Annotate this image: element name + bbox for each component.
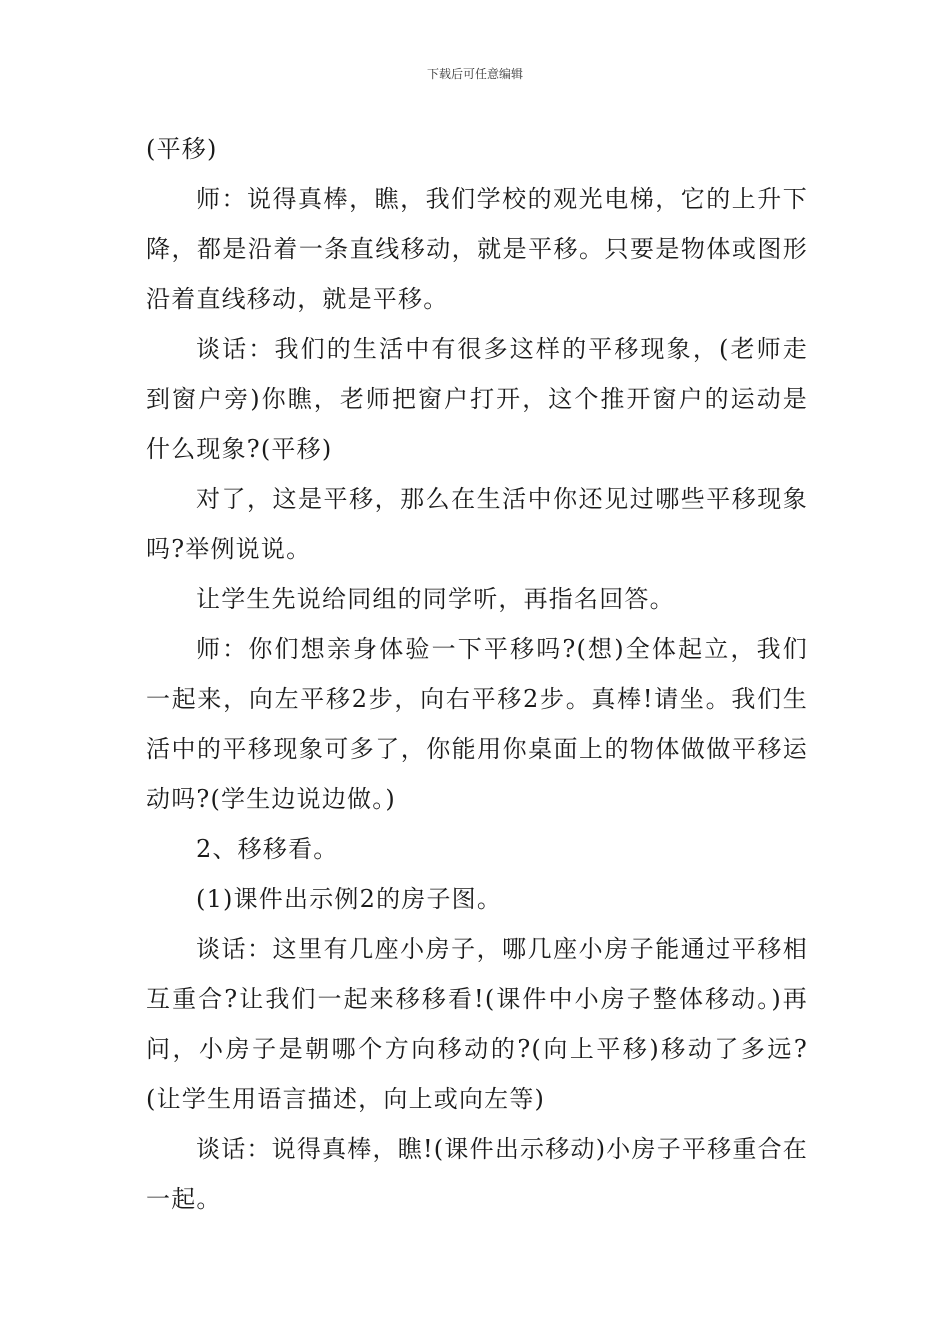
document-body xyxy=(146,124,808,1224)
paragraph-2: 师：说得真棒，瞧，我们学校的观光电梯，它的上升下降，都是沿着一条直线移动，就是平移。只要是物体或图形沿着直线移动，就是平移。 xyxy=(146,185,808,313)
paragraph-1: (平移) xyxy=(146,135,218,163)
paragraph-5: 让学生先说给同组的同学听，再指名回答。 xyxy=(196,585,675,613)
paragraph-7: 2、移移看。 xyxy=(196,835,339,863)
paragraph-8: (1)课件出示例2的房子图。 xyxy=(196,885,503,913)
paragraph-9: 谈话：这里有几座小房子，哪几座小房子能通过平移相互重合?让我们一起来移移看!(课件中小房子整体移动。)再问，小房子是朝哪个方向移动的?(向上平移)移动了多远?(让学生用语言描述，向上或向左等) xyxy=(146,935,808,1113)
paragraph-3: 谈话：我们的生活中有很多这样的平移现象，(老师走到窗户旁)你瞧，老师把窗户打开，这个推开窗户的运动是什么现象?(平移) xyxy=(146,335,808,463)
paragraph-10: 谈话：说得真棒，瞧!(课件出示移动)小房子平移重合在一起。 xyxy=(146,1135,808,1213)
paragraph-6: 师：你们想亲身体验一下平移吗?(想)全体起立，我们一起来，向左平移2步，向右平移2步。真棒!请坐。我们生活中的平移现象可多了，你能用你桌面上的物体做做平移运动吗?(学生边说边做。) xyxy=(146,635,808,813)
paragraph-4: 对了，这是平移，那么在生活中你还见过哪些平移现象吗?举例说说。 xyxy=(146,485,808,563)
page-header: 下载后可任意编辑 xyxy=(426,67,523,81)
